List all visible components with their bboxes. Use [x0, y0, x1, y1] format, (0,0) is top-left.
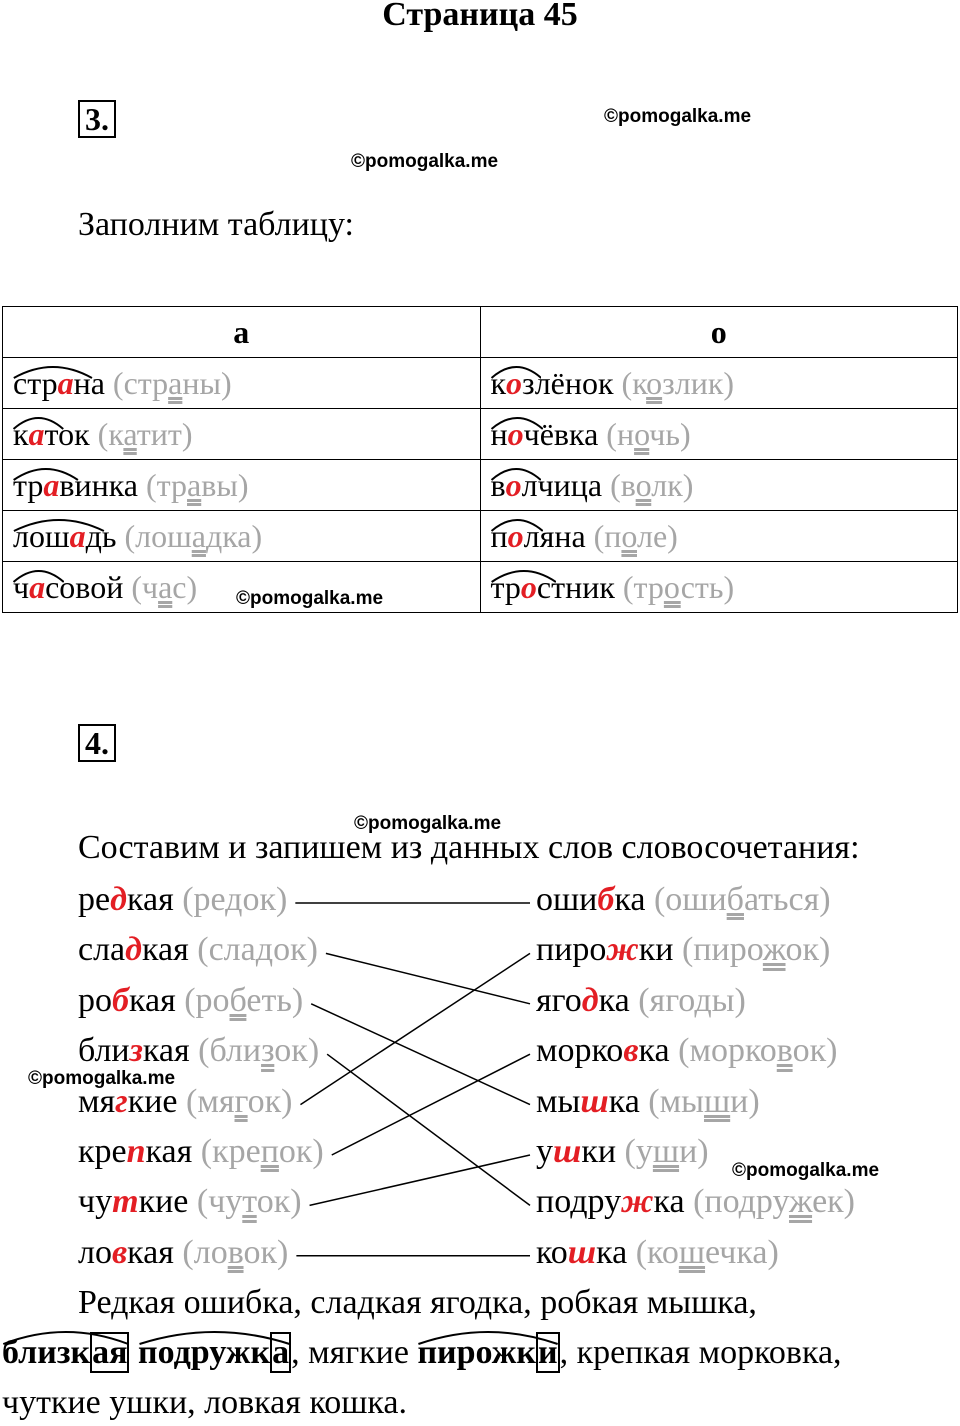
stressed-vowel: а — [168, 364, 183, 401]
word-part: (к — [621, 364, 647, 401]
task4-intro: Составим и запишем из данных слов словосочетания: — [78, 829, 860, 866]
consonant: ж — [606, 931, 639, 969]
word-part: (стр — [112, 364, 169, 401]
column-header-a: а — [3, 307, 481, 358]
word-part: совой — [45, 568, 124, 605]
word-part: с) — [172, 568, 198, 605]
match-line — [326, 953, 530, 1003]
word-part: сть) — [680, 568, 735, 605]
word-ending: ая — [92, 1334, 128, 1371]
word-part: ло — [78, 1233, 112, 1271]
word-part: злёнок — [522, 364, 614, 401]
checked-consonant: ш — [703, 1082, 731, 1120]
word-part: (ч — [131, 568, 159, 605]
word-part: ка — [598, 981, 630, 1019]
word-part: и) — [679, 1133, 709, 1170]
stressed-vowel: о — [635, 466, 652, 503]
checked-consonant: п — [260, 1133, 279, 1170]
word-part: сла — [78, 931, 126, 969]
stressed-vowel: о — [621, 517, 637, 554]
consonant: ш — [553, 1133, 582, 1170]
word-part: кая — [142, 931, 189, 969]
word-part: (тр — [622, 568, 664, 605]
word-part: ки — [638, 931, 674, 969]
word-part: ок) — [273, 931, 318, 969]
watermark: ©pomogalka.me — [604, 106, 752, 127]
word-part: (тр — [146, 466, 188, 503]
checked-consonant: т — [242, 1183, 257, 1221]
word-part: вы) — [201, 466, 249, 503]
checked-consonant: ш — [678, 1233, 706, 1271]
checked-consonant: б — [726, 881, 744, 918]
word-part: чь) — [649, 415, 691, 452]
word-part: ки — [581, 1133, 617, 1170]
checked-consonant: б — [229, 981, 247, 1019]
consonant: т — [112, 1183, 139, 1221]
word-part: ок) — [242, 881, 288, 918]
result-sentence-line2 — [2, 1334, 842, 1372]
word-part: ечка) — [705, 1233, 779, 1271]
word-part: тит) — [136, 415, 193, 452]
watermark: ©pomogalka.me — [236, 588, 384, 609]
consonant: п — [126, 1133, 146, 1170]
word-part: (к — [97, 415, 124, 452]
unstressed-vowel: а — [28, 415, 45, 452]
checked-consonant: д — [694, 981, 712, 1019]
word-part: на — [73, 364, 105, 401]
word-part: ок) — [274, 1032, 320, 1070]
unstressed-vowel: а — [57, 364, 74, 401]
word-part: (лош — [124, 517, 192, 554]
match-line — [332, 1054, 530, 1155]
word-part: чу — [78, 1183, 113, 1221]
word-part: ны) — [182, 364, 232, 401]
word-part: (сла — [197, 931, 256, 969]
word-part: ок) — [256, 1183, 302, 1221]
watermark: ©pomogalka.me — [732, 1160, 880, 1181]
word-part: (н — [606, 415, 635, 452]
word-part: бли — [78, 1032, 130, 1070]
consonant: б — [597, 881, 615, 918]
checked-consonant: ш — [652, 1133, 680, 1170]
word-part: ка — [653, 1183, 685, 1221]
word-part: винка — [59, 466, 138, 503]
word-part: ре — [78, 881, 111, 918]
word-part: ок) — [278, 1133, 324, 1170]
word-part: (ро — [184, 981, 230, 1019]
word-ending: и — [537, 1334, 558, 1371]
word-part: еть) — [246, 981, 304, 1019]
stressed-vowel: а — [123, 415, 137, 452]
word-root: подружк — [137, 1334, 271, 1371]
word-part: тр — [490, 568, 521, 605]
word-part: кая — [128, 981, 176, 1019]
word-part: ток — [44, 415, 90, 452]
stressed-vowel: а — [187, 466, 202, 503]
task4-number: 4. — [78, 724, 116, 762]
consonant: д — [125, 931, 143, 969]
word-part: кие — [127, 1082, 178, 1120]
watermark: ©pomogalka.me — [354, 813, 502, 834]
word-part: ка — [638, 1032, 670, 1070]
word-pirozhki — [417, 1334, 559, 1372]
word-part: п — [490, 517, 508, 554]
word-part: стр — [13, 364, 58, 401]
word-part: (морко — [678, 1032, 777, 1070]
unstressed-vowel: о — [507, 517, 524, 554]
checked-consonant: ж — [789, 1183, 813, 1221]
word-part: к — [490, 364, 507, 401]
stressed-vowel: а — [158, 568, 173, 605]
word-part: кая — [127, 1233, 174, 1271]
stressed-vowel: о — [634, 415, 650, 452]
word-part: (чу — [196, 1183, 243, 1221]
consonant: в — [623, 1032, 639, 1070]
checked-consonant: г — [234, 1082, 248, 1120]
word-part: тр — [13, 466, 44, 503]
checked-consonant: д — [255, 931, 274, 969]
word-part: кие — [138, 1183, 189, 1221]
word-ending: а — [272, 1334, 290, 1371]
word-part: аться) — [743, 881, 831, 918]
word-part: ок) — [243, 1233, 289, 1271]
word-part: (кре — [200, 1133, 261, 1170]
word-part: кая — [145, 1133, 193, 1170]
word-part: кре — [78, 1133, 127, 1170]
watermark: ©pomogalka.me — [28, 1068, 176, 1089]
consonant: з — [129, 1032, 143, 1070]
consonant: д — [581, 981, 599, 1019]
word-part: подру — [536, 1183, 622, 1221]
word-part: яго — [536, 981, 582, 1019]
word-part: ок) — [247, 1082, 293, 1120]
result-sentence-line1: Редкая ошибка, сладкая ягодка, робкая мышка, — [78, 1284, 757, 1321]
word-root: близк — [2, 1334, 91, 1371]
match-line — [327, 1054, 530, 1205]
word-part: пиро — [536, 931, 607, 969]
task3-intro: Заполним таблицу: — [78, 206, 354, 243]
word-part: стник — [536, 568, 615, 605]
word-root: пирожк — [417, 1334, 536, 1371]
consonant: в — [111, 1233, 128, 1271]
unstressed-vowel: о — [506, 364, 523, 401]
word-part: оши — [536, 881, 598, 918]
unstressed-vowel: о — [505, 466, 522, 503]
word-part: (мы — [648, 1082, 704, 1120]
checked-consonant: в — [776, 1032, 793, 1070]
sentence-text: , мягкие — [291, 1334, 418, 1371]
word-part: и) — [730, 1082, 760, 1120]
word-part: (в — [610, 466, 636, 503]
word-part: (бли — [198, 1032, 262, 1070]
word-part: лчица — [521, 466, 603, 503]
checked-consonant: з — [261, 1032, 275, 1070]
word-part: в — [490, 466, 506, 503]
unstressed-vowel: о — [520, 568, 537, 605]
word-part: (ре — [182, 881, 226, 918]
word-part: кая — [126, 881, 174, 918]
word-part: ка — [608, 1082, 640, 1120]
word-part: (яго — [638, 981, 695, 1019]
unstressed-vowel: а — [29, 568, 46, 605]
column-header-o: о — [480, 307, 958, 358]
word-part: мя — [78, 1082, 116, 1120]
word-part: ок) — [785, 931, 831, 969]
unstressed-vowel: о — [507, 415, 524, 452]
word-part: ро — [78, 981, 112, 1019]
task3-number: 3. — [78, 100, 116, 138]
word-part: ок) — [792, 1032, 838, 1070]
word-blizkaya — [2, 1334, 129, 1372]
word-part: ляна — [523, 517, 586, 554]
word-part: злик) — [662, 364, 735, 401]
consonant: г — [115, 1082, 128, 1120]
consonant: д — [110, 881, 127, 918]
word-part: лош — [13, 517, 70, 554]
word-part: ле) — [637, 517, 678, 554]
consonant: ш — [567, 1233, 597, 1271]
word-part: ка — [614, 881, 646, 918]
word-part: (у — [624, 1133, 653, 1170]
word-part: н — [490, 415, 508, 452]
stressed-vowel: о — [646, 364, 663, 401]
word-part: (пиро — [681, 931, 763, 969]
checked-consonant: д — [225, 881, 243, 918]
word-part: к — [13, 415, 29, 452]
watermark: ©pomogalka.me — [351, 151, 499, 172]
stressed-vowel: а — [191, 517, 206, 554]
word-part: мы — [536, 1082, 581, 1120]
result-sentence-line3: чуткие ушки, ловкая кошка. — [2, 1384, 407, 1421]
word-part: дка) — [205, 517, 263, 554]
word-podruzhka — [138, 1334, 291, 1372]
word-part: (мя — [186, 1082, 235, 1120]
word-part: (подру — [693, 1183, 790, 1221]
consonant: ж — [621, 1183, 654, 1221]
word-part: чёвка — [523, 415, 599, 452]
sentence-text: , крепкая морковка, — [559, 1334, 842, 1371]
word-part: (ко — [635, 1233, 679, 1271]
unstressed-vowel: а — [43, 466, 60, 503]
word-part: лк) — [651, 466, 694, 503]
word-part: ч — [13, 568, 30, 605]
word-part: ы) — [711, 981, 746, 1019]
word-part: морко — [536, 1032, 624, 1070]
consonant: ш — [580, 1082, 609, 1120]
word-part: (п — [593, 517, 622, 554]
checked-consonant: ж — [762, 931, 786, 969]
stressed-vowel: о — [663, 568, 681, 605]
word-part: ка — [596, 1233, 628, 1271]
consonant: б — [112, 981, 129, 1019]
word-part: кая — [142, 1032, 190, 1070]
word-part: (ло — [182, 1233, 228, 1271]
word-part: ек) — [812, 1183, 855, 1221]
word-part: у — [536, 1133, 553, 1170]
word-part: дь — [85, 517, 117, 554]
checked-consonant: в — [227, 1233, 244, 1271]
match-line — [311, 1004, 530, 1105]
word-part: ко — [536, 1233, 568, 1271]
page-title: Страница 45 — [382, 0, 578, 33]
word-part: (оши — [653, 881, 727, 918]
unstressed-vowel: а — [69, 517, 86, 554]
